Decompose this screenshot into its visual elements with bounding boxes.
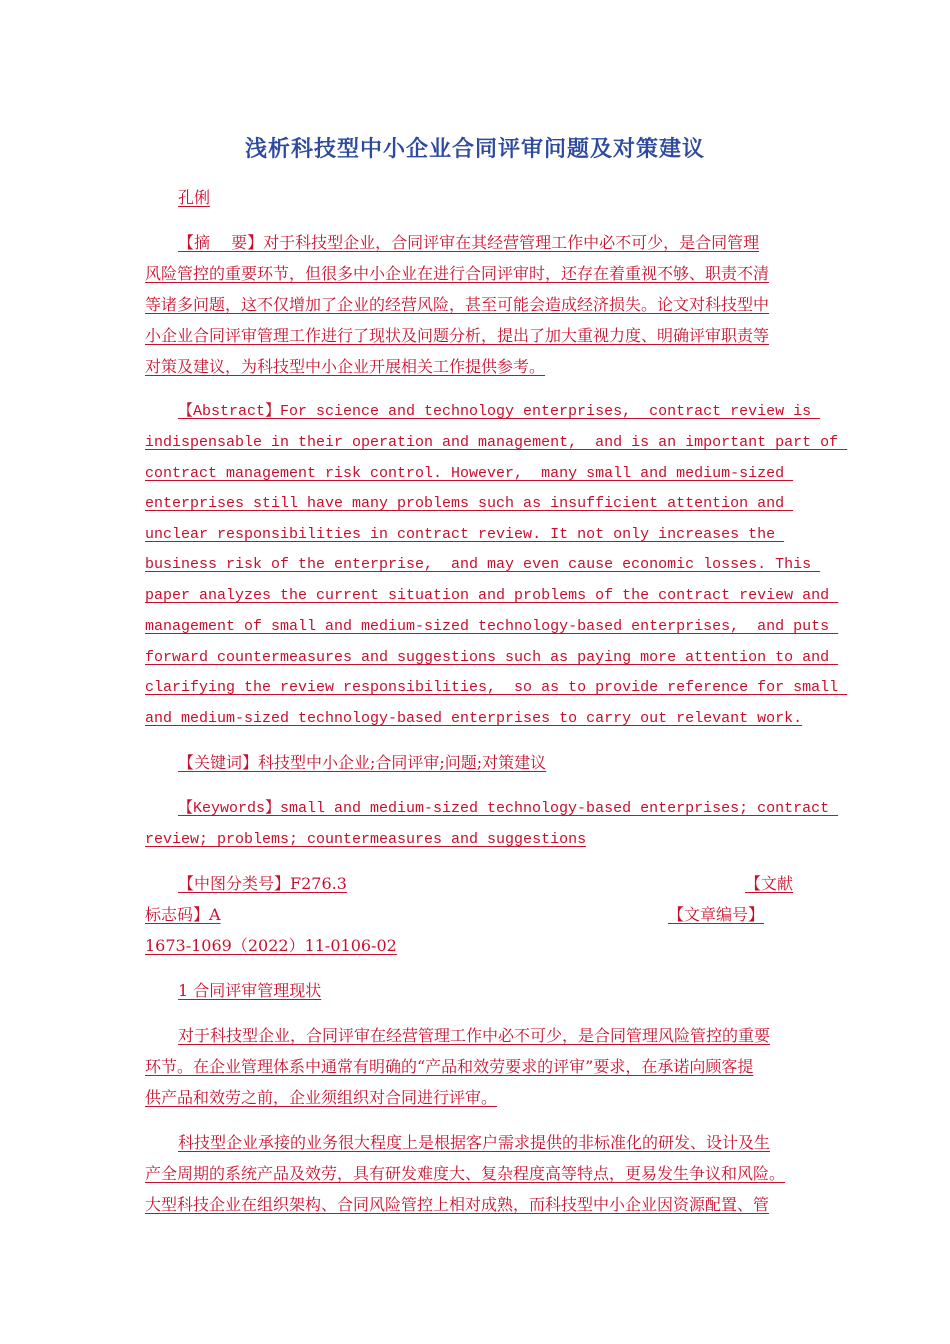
abstract-en-line: and medium-sized technology-based enterprises to carry out relevant work. bbox=[145, 710, 803, 727]
article-no: 1673-1069（2022）11-0106-02 bbox=[145, 936, 397, 955]
doc-code-label-b: 标志码】A bbox=[145, 905, 221, 924]
section-heading: 1 合同评审管理现状 bbox=[178, 981, 322, 1000]
abstract-cn-line: 风险管控的重要环节，但很多中小企业在进行合同评审时，还存在着重视不够、职责不清 bbox=[145, 264, 770, 283]
abstract-en-line: management of small and medium-sized technology-based enterprises, and puts bbox=[145, 618, 839, 635]
abstract-cn-line: 小企业合同评审管理工作进行了现状及问题分析，提出了加大重视力度、明确评审职责等 bbox=[145, 326, 770, 345]
keywords-en-line: 【Keywords】small and medium-sized technology-based enterprises; contract bbox=[178, 800, 839, 817]
body-line: 环节。在企业管理体系中通常有明确的“产品和效劳要求的评审”要求，在承诺向顾客提 bbox=[145, 1057, 754, 1076]
abstract-en-line: enterprises still have many problems such as insufficient attention and bbox=[145, 495, 794, 512]
doc-code-line bbox=[145, 905, 661, 925]
author-name: 孔俐 bbox=[178, 188, 211, 207]
abstract-en-line: contract management risk control. However, many small and medium-sized bbox=[145, 465, 794, 482]
abstract-en-line: business risk of the enterprise, and may even cause economic losses. This bbox=[145, 556, 821, 573]
abstract-en-line: indispensable in their operation and management, and is an important part of bbox=[145, 434, 848, 451]
keywords-en-line: review; problems; countermeasures and suggestions bbox=[145, 831, 587, 848]
abstract-cn-line: 等诸多问题，这不仅增加了企业的经营风险，甚至可能会造成经济损失。论文对科技型中 bbox=[145, 295, 770, 314]
article-no-label: 【文章编号】 bbox=[668, 905, 765, 924]
abstract-en-line: 【Abstract】For science and technology enterprises, contract review is bbox=[178, 403, 821, 420]
abstract-en-line: paper analyzes the current situation and problems of the contract review and bbox=[145, 587, 839, 604]
body-line: 对于科技型企业，合同评审在经营管理工作中必不可少，是合同管理风险管控的重要 bbox=[178, 1026, 771, 1045]
abstract-cn-line: 对策及建议，为科技型中小企业开展相关工作提供参考。 bbox=[145, 357, 546, 376]
doc-code-label-a: 【文献 bbox=[745, 874, 794, 893]
clc-label: 【中图分类号】F276.3 bbox=[178, 874, 347, 893]
clc-number bbox=[178, 874, 790, 894]
body-line: 供产品和效劳之前，企业须组织对合同进行评审。 bbox=[145, 1088, 498, 1107]
body-line: 大型科技企业在组织架构、合同风险管控上相对成熟，而科技型中小企业因资源配置、管 bbox=[145, 1195, 770, 1214]
abstract-cn-line: 【摘 要】对于科技型企业，合同评审在其经营管理工作中必不可少，是合同管理 bbox=[178, 233, 760, 252]
body-line: 科技型企业承接的业务很大程度上是根据客户需求提供的非标准化的研发、设计及生 bbox=[178, 1133, 771, 1152]
keywords-cn: 【关键词】科技型中小企业;合同评审;问题;对策建议 bbox=[178, 753, 547, 772]
abstract-en-line: clarifying the review responsibilities, so as to provide reference for small bbox=[145, 679, 848, 696]
paper-title: 浅析科技型中小企业合同评审问题及对策建议 bbox=[244, 137, 705, 162]
abstract-en-line: unclear responsibilities in contract review. It not only increases the bbox=[145, 526, 785, 543]
abstract-en-line: forward countermeasures and suggestions such as paying more attention to and bbox=[145, 649, 839, 666]
body-line: 产全周期的系统产品及效劳，具有研发难度大、复杂程度高等特点，更易发生争议和风险。 bbox=[145, 1164, 786, 1183]
